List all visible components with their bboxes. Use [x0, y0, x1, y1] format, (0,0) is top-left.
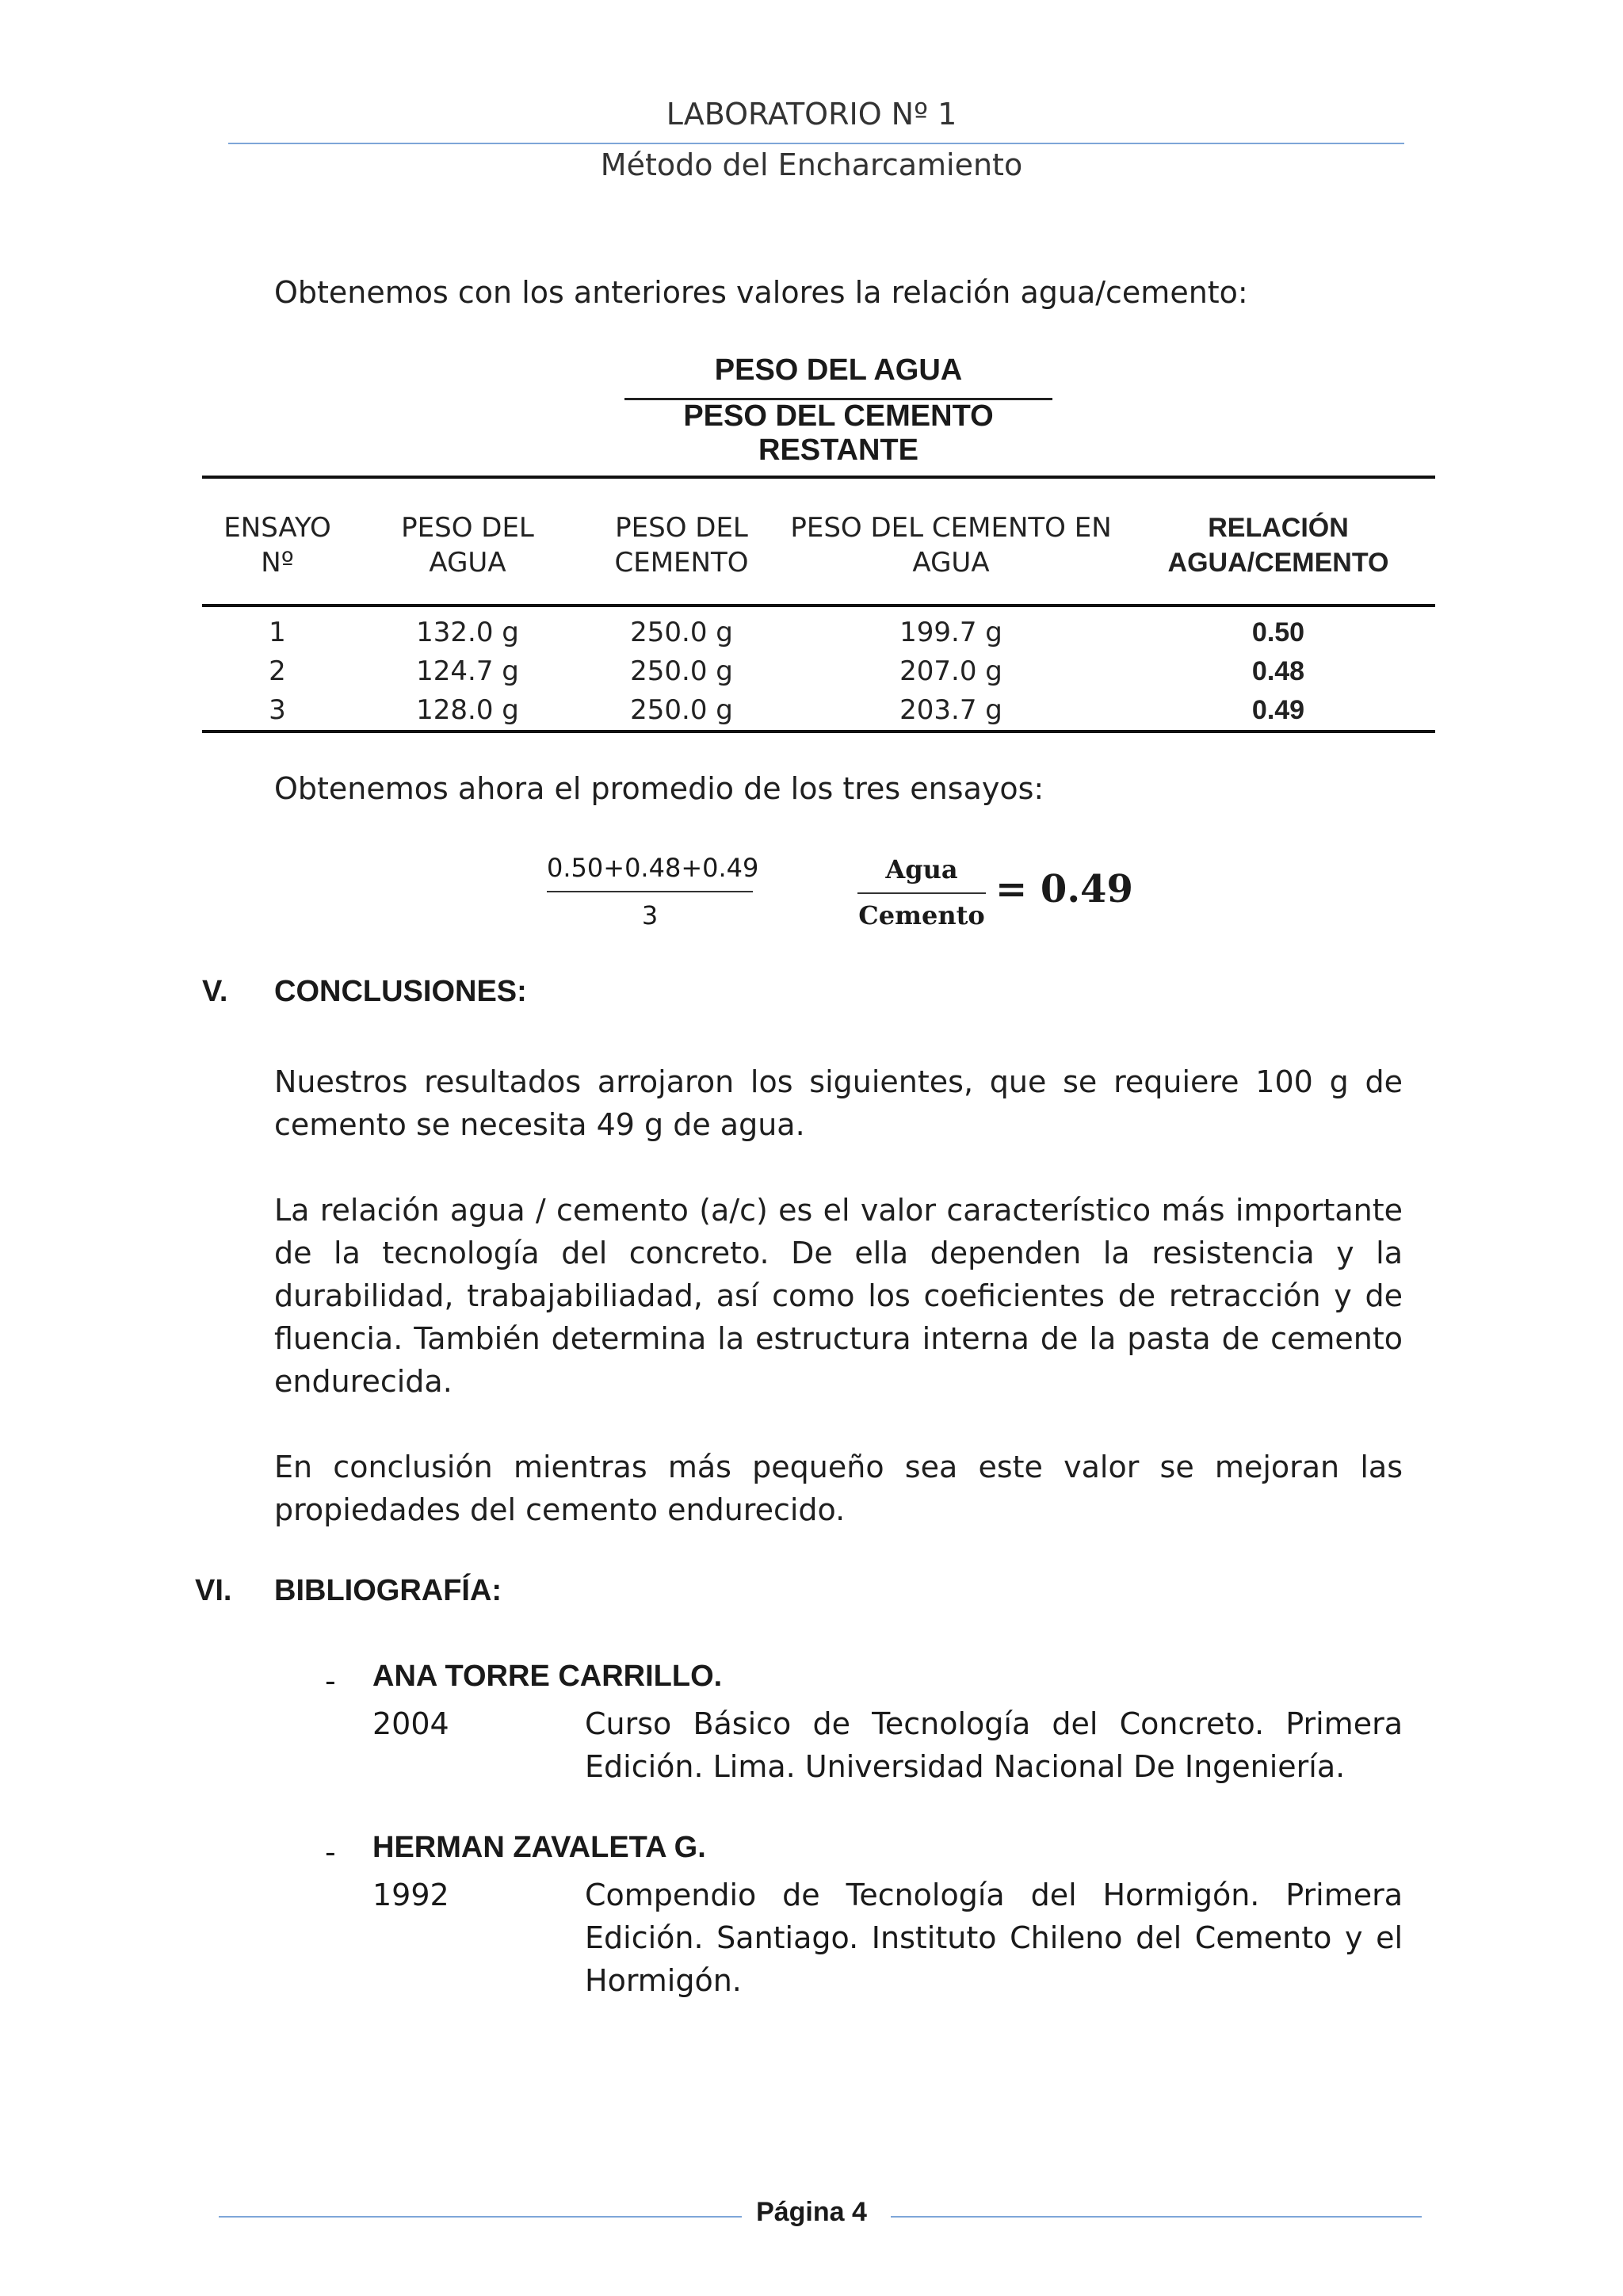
header-rule — [228, 143, 1404, 144]
bib-author: ANA TORRE CARRILLO. — [372, 1660, 723, 1693]
conclusion-paragraph-1: Nuestros resultados arrojaron los siguientes, que se requiere 100 g de cemento se necesita 49 g de agua. — [274, 1064, 1403, 1142]
conclusion-paragraph-2: La relación agua / cemento (a/c) es el valor característico más importante de la tecnología del concreto. De ella dependen la resistencia y la durabilidad, trabajabiliadad, así como los coeficientes de retracción y de fluencia. También determina la estructura interna de la pasta de cemento endurecida. — [274, 1193, 1403, 1399]
table-row — [202, 652, 1435, 691]
table-cell: 250.0 g — [630, 617, 733, 648]
average-denominator: 3 — [641, 900, 659, 930]
ratio-denominator: Cemento — [858, 900, 985, 930]
section-title-conclusiones: CONCLUSIONES: — [274, 975, 527, 1008]
table-cell: 124.7 g — [416, 655, 519, 687]
header-ensayo: ENSAYO Nº — [223, 512, 331, 579]
page-number: Página 4 — [756, 2197, 867, 2227]
average-result: = 0.49 — [995, 867, 1133, 911]
table-cell: 250.0 g — [630, 655, 733, 687]
table-cell: 0.49 — [1121, 691, 1435, 732]
table-cell: 2 — [269, 655, 286, 687]
table-cell: 0.48 — [1251, 656, 1305, 686]
header-relacion: RELACIÓN AGUA/CEMENTO — [1167, 513, 1389, 578]
bib-author: HERMAN ZAVALETA G. — [372, 1831, 706, 1864]
document-title: LABORATORIO Nº 1 — [666, 97, 957, 132]
bib-dash: - — [325, 1664, 336, 1698]
table-cell: 250.0 g — [582, 691, 781, 732]
section-number-vi: VI. — [195, 1574, 232, 1607]
table-cell: 128.0 g — [353, 691, 582, 732]
bib-dash: - — [325, 1835, 336, 1870]
average-paragraph: Obtenemos ahora el promedio de los tres ensayos: — [274, 771, 1044, 806]
table-cell: 3 — [202, 691, 353, 732]
header-peso-agua: PESO DEL AGUA — [401, 512, 534, 579]
table-cell: 207.0 g — [899, 655, 1002, 687]
ratio-fraction-line — [857, 892, 986, 894]
formula-denominator: PESO DEL CEMENTO RESTANTE — [683, 399, 994, 467]
results-table — [202, 476, 1435, 733]
table-row — [202, 606, 1435, 652]
bib-year: 2004 — [372, 1706, 449, 1741]
table-header-row — [202, 477, 1435, 606]
table-cell: 203.7 g — [781, 691, 1121, 732]
bib-year: 1992 — [372, 1878, 449, 1912]
table-row — [202, 691, 1435, 732]
ratio-numerator: Agua — [885, 854, 958, 884]
average-numerator: 0.50+0.48+0.49 — [547, 853, 759, 883]
table-cell: 132.0 g — [416, 617, 519, 648]
conclusion-paragraph-3: En conclusión mientras más pequeño sea este valor se mejoran las propiedades del cemento endurecido. — [274, 1450, 1403, 1527]
intro-paragraph: Obtenemos con los anteriores valores la relación agua/cemento: — [274, 275, 1248, 310]
header-peso-cemento-en-agua: PESO DEL CEMENTO EN AGUA — [790, 512, 1112, 579]
average-fraction-line — [547, 891, 753, 892]
formula-numerator: PESO DEL AGUA — [714, 353, 963, 387]
section-number-v: V. — [202, 975, 228, 1008]
bib-reference: Compendio de Tecnología del Hormigón. Primera Edición. Santiago. Instituto Chileno del Cemento y el Hormigón. — [585, 1878, 1403, 1998]
section-title-bibliografia: BIBLIOGRAFÍA: — [274, 1574, 502, 1607]
table-cell: 1 — [269, 617, 286, 648]
table-cell: 199.7 g — [899, 617, 1002, 648]
header-peso-cemento: PESO DEL CEMENTO — [614, 512, 749, 579]
table-cell: 0.50 — [1251, 617, 1305, 648]
document-subtitle: Método del Encharcamiento — [600, 147, 1023, 182]
bib-reference: Curso Básico de Tecnología del Concreto. Primera Edición. Lima. Universidad Nacional De Ingeniería. — [585, 1706, 1403, 1784]
